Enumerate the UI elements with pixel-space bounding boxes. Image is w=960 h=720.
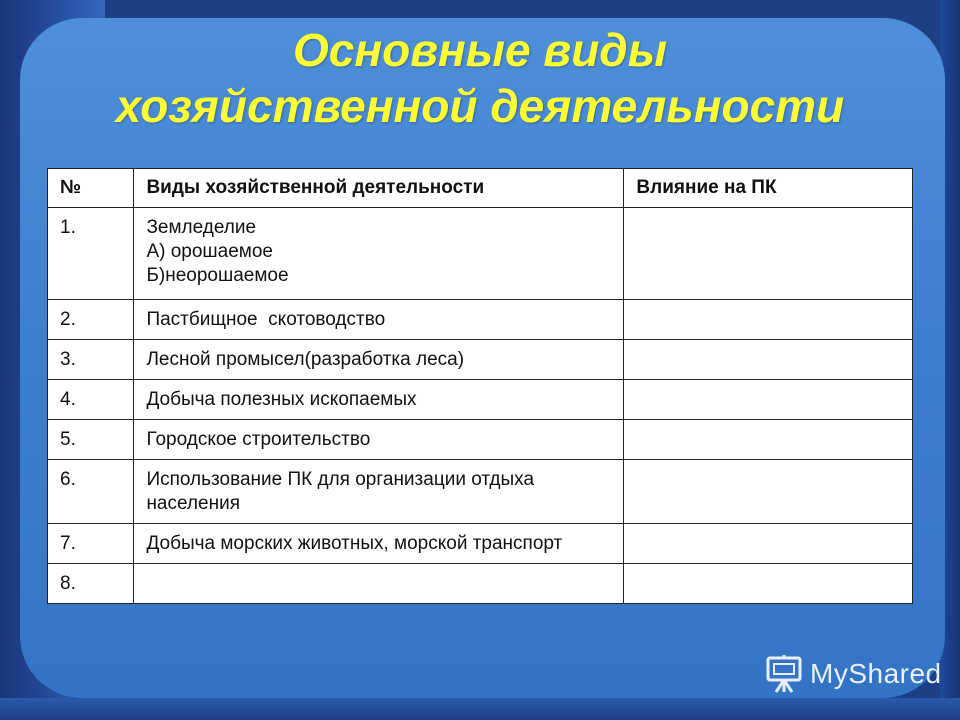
activities-table — [47, 168, 913, 604]
row-number: 5. — [48, 420, 134, 460]
watermark-text: MyShared — [810, 658, 942, 689]
row-impact — [624, 208, 913, 300]
row-impact — [624, 340, 913, 380]
row-number: 2. — [48, 300, 134, 340]
row-activity-sub-1: А) орошаемое — [146, 241, 273, 262]
row-activity: Пастбищное скотоводство — [134, 300, 624, 340]
row-activity: Добыча полезных ископаемых — [134, 380, 624, 420]
row-activity — [134, 564, 624, 604]
row-activity: Лесной промысел(разработка леса) — [134, 340, 624, 380]
row-number: 7. — [48, 524, 134, 564]
header-impact: Влияние на ПК — [624, 169, 913, 208]
row-number: 4. — [48, 380, 134, 420]
row-number: 1. — [48, 208, 134, 300]
background-bottom-band — [0, 698, 960, 720]
table-header-row — [48, 169, 913, 208]
row-activity: Добыча морских животных, морской транспорт — [134, 524, 624, 564]
table-row — [48, 380, 913, 420]
table-row — [48, 460, 913, 524]
row-activity-sub-2: Б)неорошаемое — [146, 265, 289, 286]
slide-title — [0, 22, 960, 134]
row-activity — [134, 208, 624, 300]
row-impact — [624, 300, 913, 340]
header-number: № — [48, 169, 134, 208]
row-number: 6. — [48, 460, 134, 524]
table-row — [48, 564, 913, 604]
row-activity: Городское строительство — [134, 420, 624, 460]
header-activity: Виды хозяйственной деятельности — [134, 169, 624, 208]
row-impact — [624, 460, 913, 524]
table-row — [48, 208, 913, 300]
table-row — [48, 420, 913, 460]
row-number: 3. — [48, 340, 134, 380]
slide-title-line-2: хозяйственной деятельности — [115, 80, 845, 132]
table-row — [48, 524, 913, 564]
row-number: 8. — [48, 564, 134, 604]
row-impact — [624, 564, 913, 604]
table-row — [48, 300, 913, 340]
row-activity-main: Земледелие — [146, 217, 257, 238]
myshared-watermark — [766, 654, 942, 694]
row-impact — [624, 420, 913, 460]
table-row — [48, 340, 913, 380]
slide-title-line-1: Основные виды — [292, 24, 668, 76]
row-activity: Использование ПК для организации отдыха населения — [134, 460, 624, 524]
presentation-board-icon — [766, 655, 802, 693]
row-impact — [624, 380, 913, 420]
row-impact — [624, 524, 913, 564]
